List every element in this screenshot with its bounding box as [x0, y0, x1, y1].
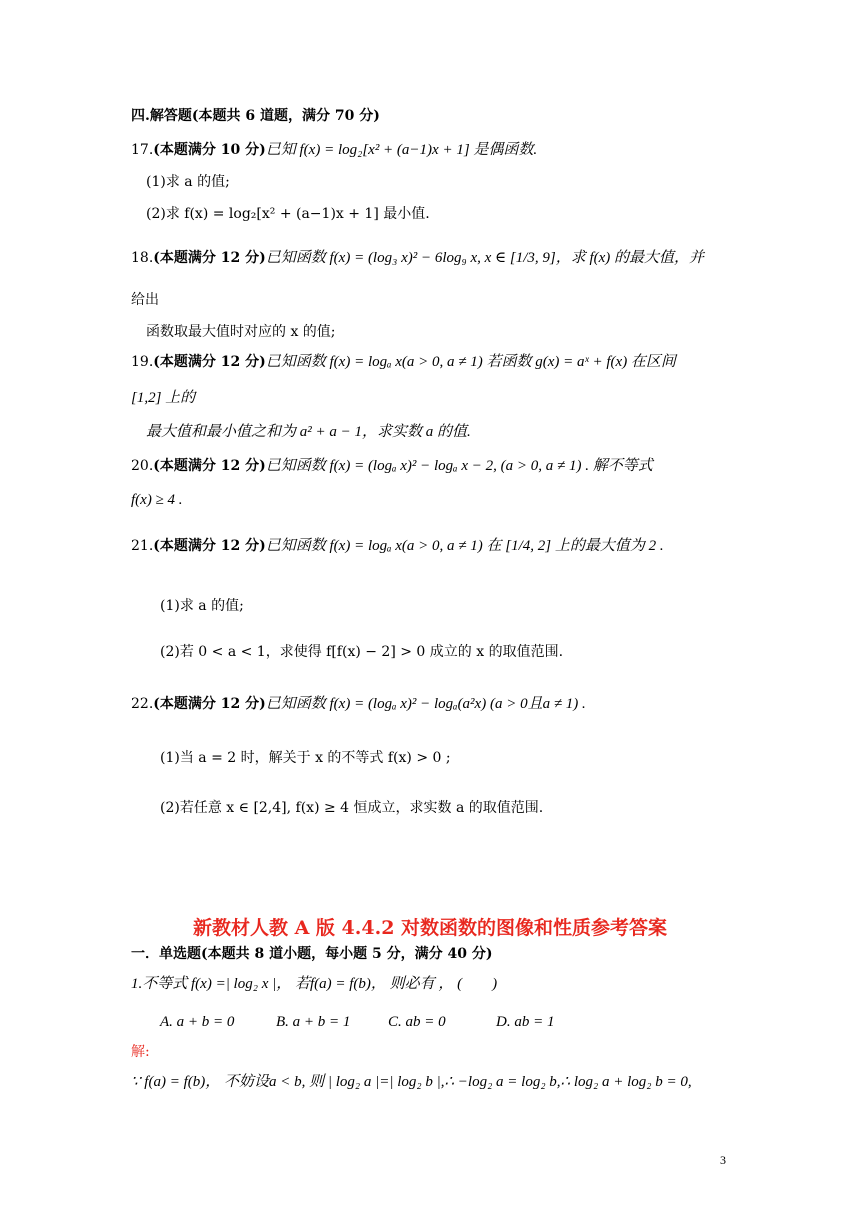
answer-title: 新教材人教 A 版 4.4.2 对数函数的图像和性质参考答案 — [192, 917, 668, 939]
solution-line: ∵ f(a) = f(b)， 不妨设a < b, 则 | log₂ a |=| log₂ b |,∴ −log₂ a = log₂ b,∴ log₂ a + log₂ b = 0, — [131, 1074, 692, 1090]
solution-label: 解: — [131, 1044, 150, 1060]
problem-text-continued: 给出 — [131, 292, 159, 308]
problem-22 — [131, 694, 586, 714]
problem-text-continued: 函数取最大值时对应的 x 的值; — [146, 324, 336, 340]
problem-score: (本题满分 12 分) — [153, 354, 266, 370]
problem-number: 17. — [131, 142, 154, 158]
question-stem: 1.不等式 f(x) =| log₂ x |， 若f(a) = f(b)， 则必有 ， ( ) — [131, 976, 498, 992]
problem-21 — [131, 536, 664, 556]
problem-part: (1)当 a = 2 时，解关于 x 的不等式 f(x) > 0 ; — [160, 750, 451, 766]
problem-part: (2)求 f(x) = log₂[x² + (a−1)x + 1] 最小值. — [146, 206, 430, 222]
problem-score: (本题满分 12 分) — [153, 538, 266, 554]
problem-text-continued: [1,2] 上的 — [131, 390, 196, 406]
page-number: 3 — [720, 1153, 726, 1167]
problem-text: 已知函数 f(x) = (logₐ x)² − logₐ(a²x) (a > 0且a ≠ 1) . — [265, 696, 586, 712]
problem-part: (1)求 a 的值; — [160, 598, 244, 614]
section-heading: 一．单选题(本题共 8 道小题，每小题 5 分，满分 40 分) — [131, 946, 493, 962]
problem-text-continued: f(x) ≥ 4 . — [131, 492, 183, 508]
problem-20 — [131, 456, 653, 476]
option-c: C. ab = 0 — [388, 1014, 446, 1030]
section-heading: 四.解答题(本题共 6 道题，满分 70 分) — [131, 108, 380, 124]
problem-text-continued: 最大值和最小值之和为 a² + a − 1，求实数 a 的值. — [146, 424, 471, 440]
problem-part: (2)若 0 < a < 1，求使得 f[f(x) − 2] > 0 成立的 x 的取值范围. — [160, 644, 564, 660]
problem-score: (本题满分 12 分) — [153, 458, 266, 474]
problem-number: 19. — [131, 354, 154, 370]
problem-19 — [131, 352, 676, 372]
problem-score: (本题满分 12 分) — [153, 250, 266, 266]
problem-number: 22. — [131, 696, 154, 712]
problem-text: 已知函数 f(x) = logₐ x(a > 0, a ≠ 1) 若函数 g(x) = aˣ + f(x) 在区间 — [265, 354, 676, 370]
option-d: D. ab = 1 — [496, 1014, 555, 1030]
problem-score: (本题满分 10 分) — [153, 142, 266, 158]
problem-score: (本题满分 12 分) — [153, 696, 266, 712]
problem-text: 已知函数 f(x) = logₐ x(a > 0, a ≠ 1) 在 [1/4, 2] 上的最大值为 2 . — [265, 538, 664, 554]
problem-number: 18. — [131, 250, 154, 266]
option-a: A. a + b = 0 — [160, 1014, 235, 1030]
problem-text: 已知函数 f(x) = (logₐ x)² − logₐ x − 2, (a > 0, a ≠ 1) . 解不等式 — [265, 458, 653, 474]
option-b: B. a + b = 1 — [276, 1014, 351, 1030]
problem-number: 21. — [131, 538, 154, 554]
problem-18 — [131, 248, 704, 268]
problem-number: 20. — [131, 458, 154, 474]
problem-part: (2)若任意 x ∈ [2,4], f(x) ≥ 4 恒成立，求实数 a 的取值范围. — [160, 800, 544, 816]
problem-part: (1)求 a 的值; — [146, 174, 230, 190]
problem-17 — [131, 140, 537, 160]
problem-text: 已知 f(x) = log₂[x² + (a−1)x + 1] 是偶函数. — [265, 142, 538, 158]
problem-text: 已知函数 f(x) = (log₃ x)² − 6log₉ x, x ∈ [1/3, 9]，求 f(x) 的最大值，并 — [265, 250, 705, 266]
